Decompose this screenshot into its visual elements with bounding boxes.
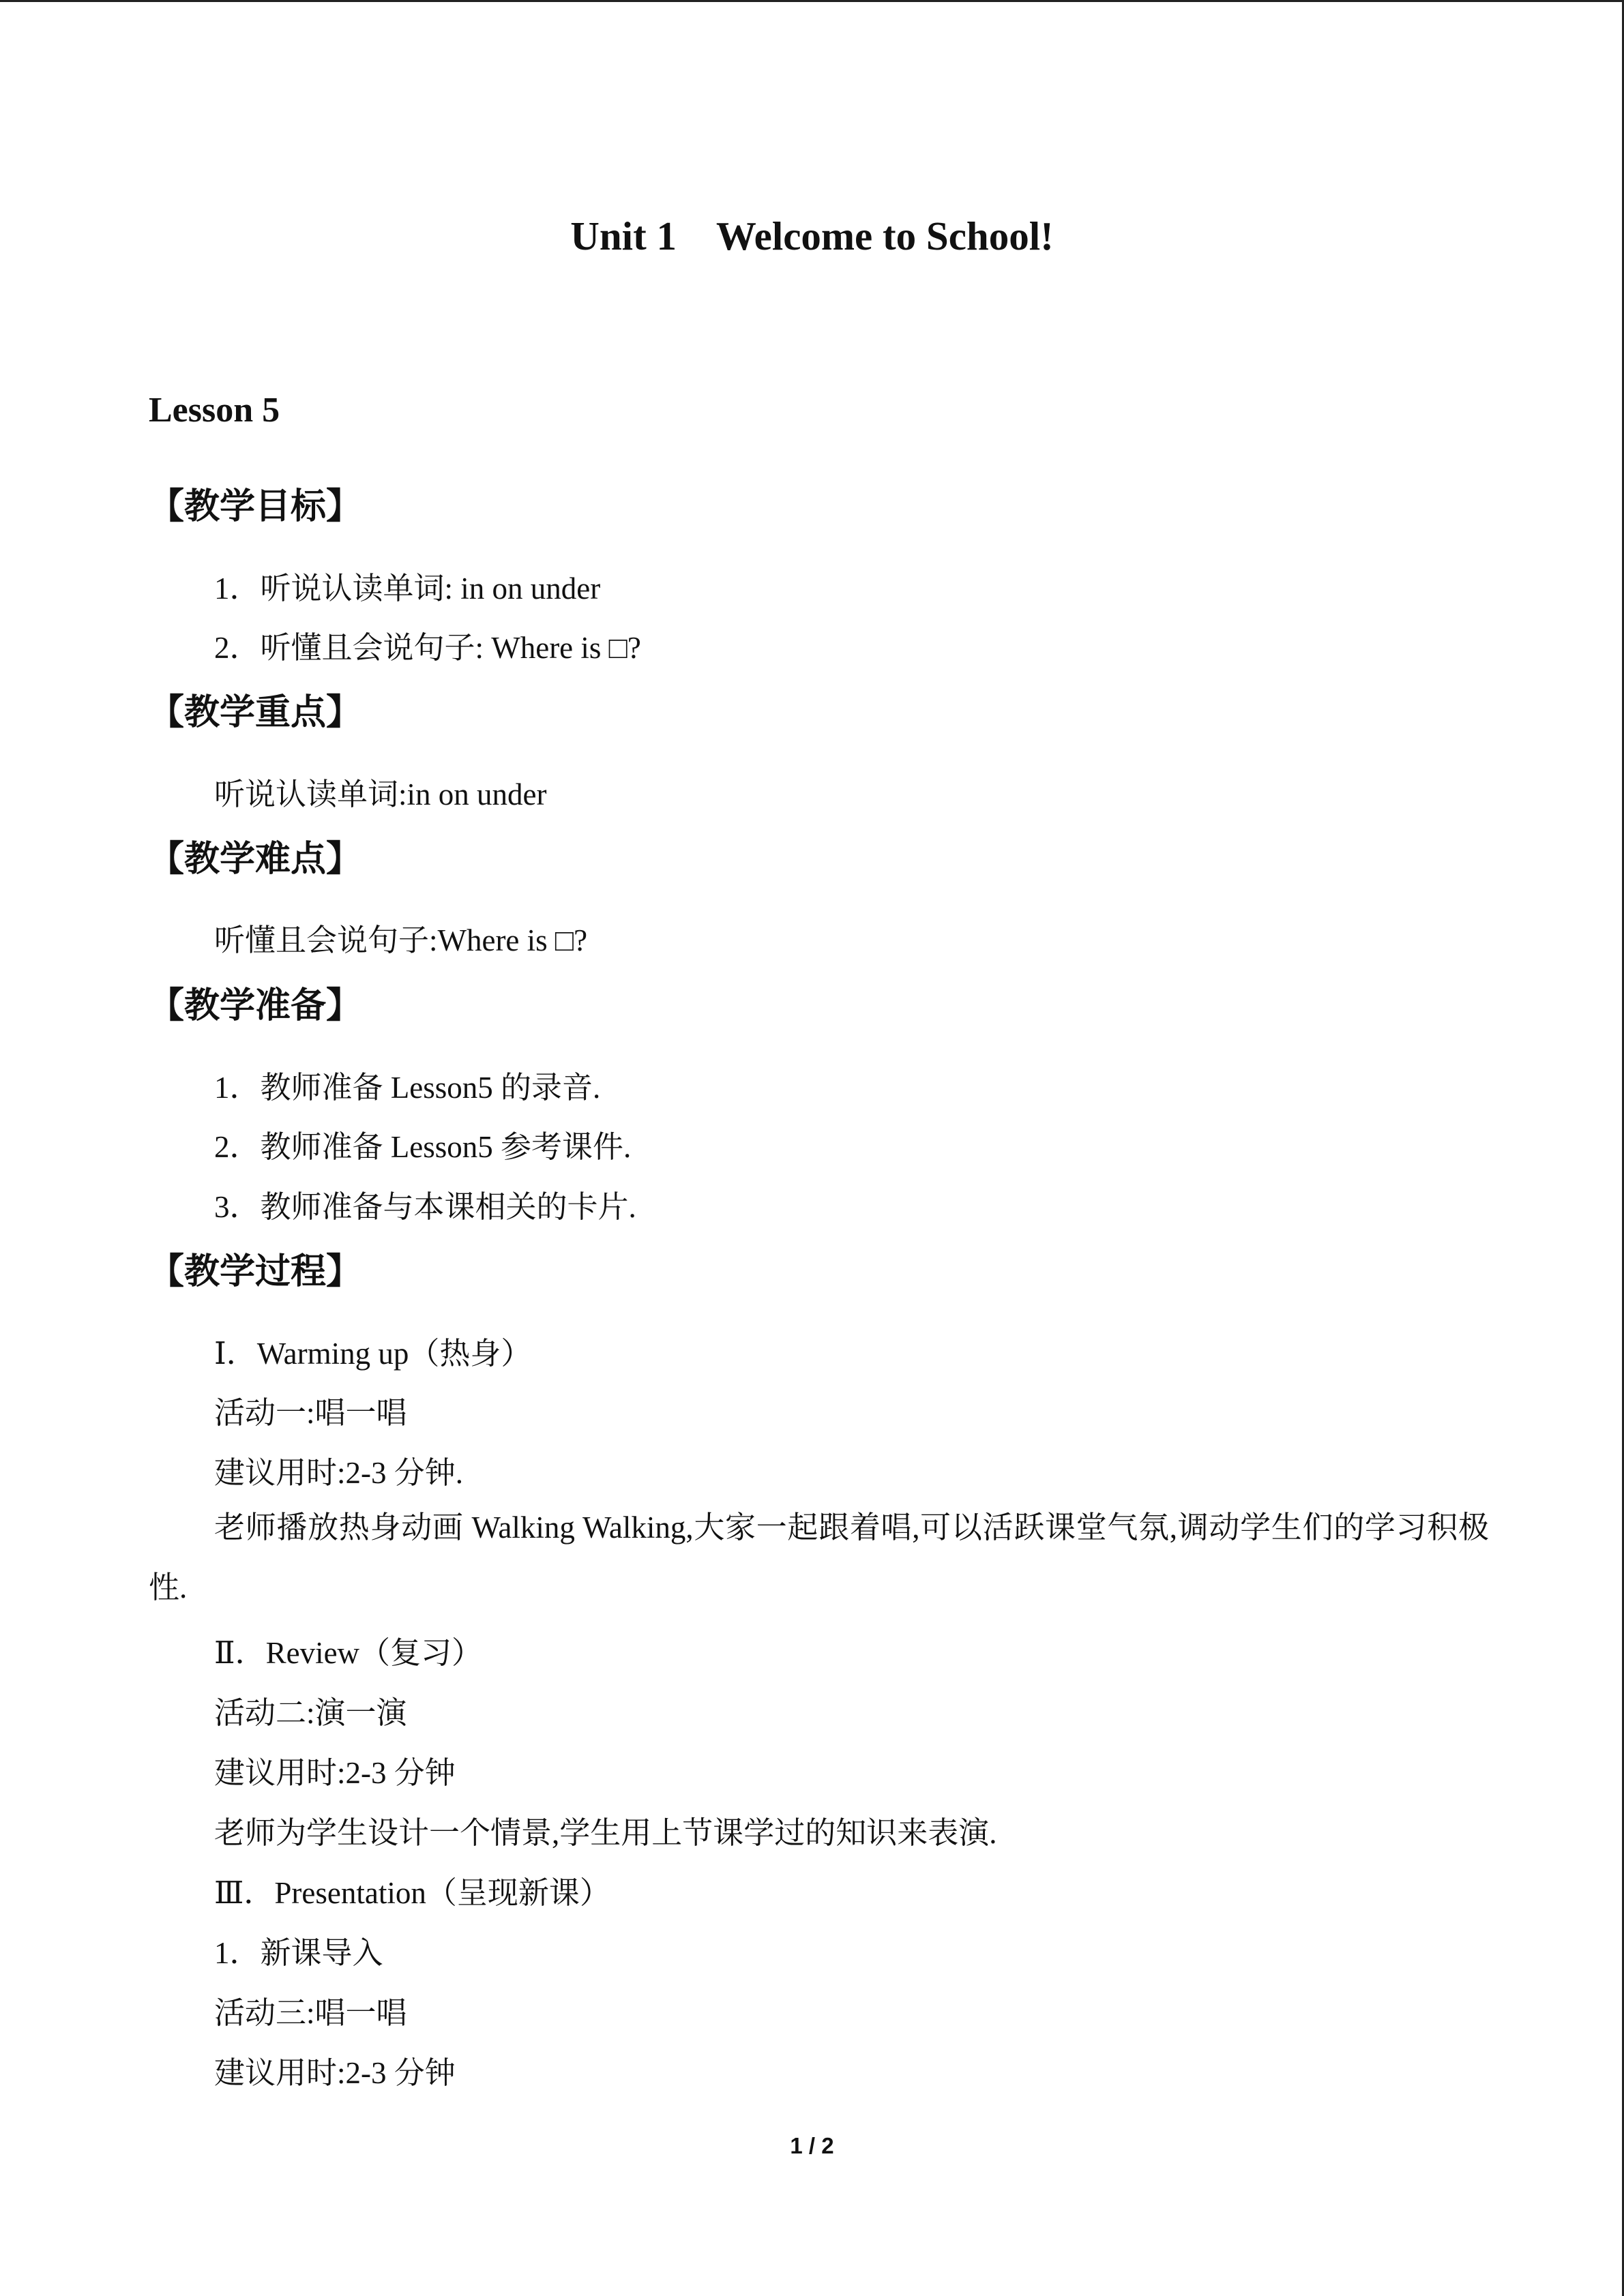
page-number: 1 / 2 [790, 2133, 834, 2158]
warmup-description: 老师播放热身动画 Walking Walking,大家一起跟着唱,可以活跃课堂气氛,调动学生们的学习积极性. [149, 1510, 1489, 1605]
objectives-heading: 【教学目标】 [149, 486, 362, 527]
presentation-time: 建议用时:2-3 分钟 [214, 2056, 456, 2090]
presentation-activity: 活动三:唱一唱 [214, 1996, 407, 2030]
document-title: Unit 1 Welcome to School! [570, 213, 1054, 258]
presentation-subheading: 1．新课导入 [214, 1936, 383, 1970]
preparation-item-3: 3．教师准备与本课相关的卡片. [214, 1190, 636, 1224]
objective-item-1: 1．听说认读单词: in on under [214, 571, 601, 606]
warmup-title: Ⅰ．Warming up（热身） [214, 1337, 532, 1371]
objective-item-2: 2．听懂且会说句子: Where is □? [214, 631, 641, 665]
page-top-border [0, 0, 1624, 2]
difficulties-text: 听懂且会说句子:Where is □? [214, 923, 588, 957]
review-description: 老师为学生设计一个情景,学生用上节课学过的知识来表演. [214, 1816, 997, 1850]
review-title: Ⅱ．Review（复习） [214, 1636, 483, 1670]
warmup-activity: 活动一:唱一唱 [214, 1396, 407, 1430]
review-time: 建议用时:2-3 分钟 [214, 1756, 456, 1790]
preparation-item-1: 1．教师准备 Lesson5 的录音. [214, 1071, 601, 1105]
difficulties-heading: 【教学难点】 [149, 839, 362, 880]
process-heading: 【教学过程】 [149, 1251, 362, 1292]
key-points-heading: 【教学重点】 [149, 692, 362, 733]
lesson-heading: Lesson 5 [149, 391, 280, 430]
presentation-title: Ⅲ．Presentation（呈现新课） [214, 1876, 610, 1910]
preparation-heading: 【教学准备】 [149, 985, 362, 1026]
warmup-time: 建议用时:2-3 分钟. [214, 1456, 463, 1490]
key-points-text: 听说认读单词:in on under [214, 777, 547, 811]
preparation-item-2: 2．教师准备 Lesson5 参考课件. [214, 1130, 632, 1164]
review-activity: 活动二:演一演 [214, 1696, 407, 1730]
